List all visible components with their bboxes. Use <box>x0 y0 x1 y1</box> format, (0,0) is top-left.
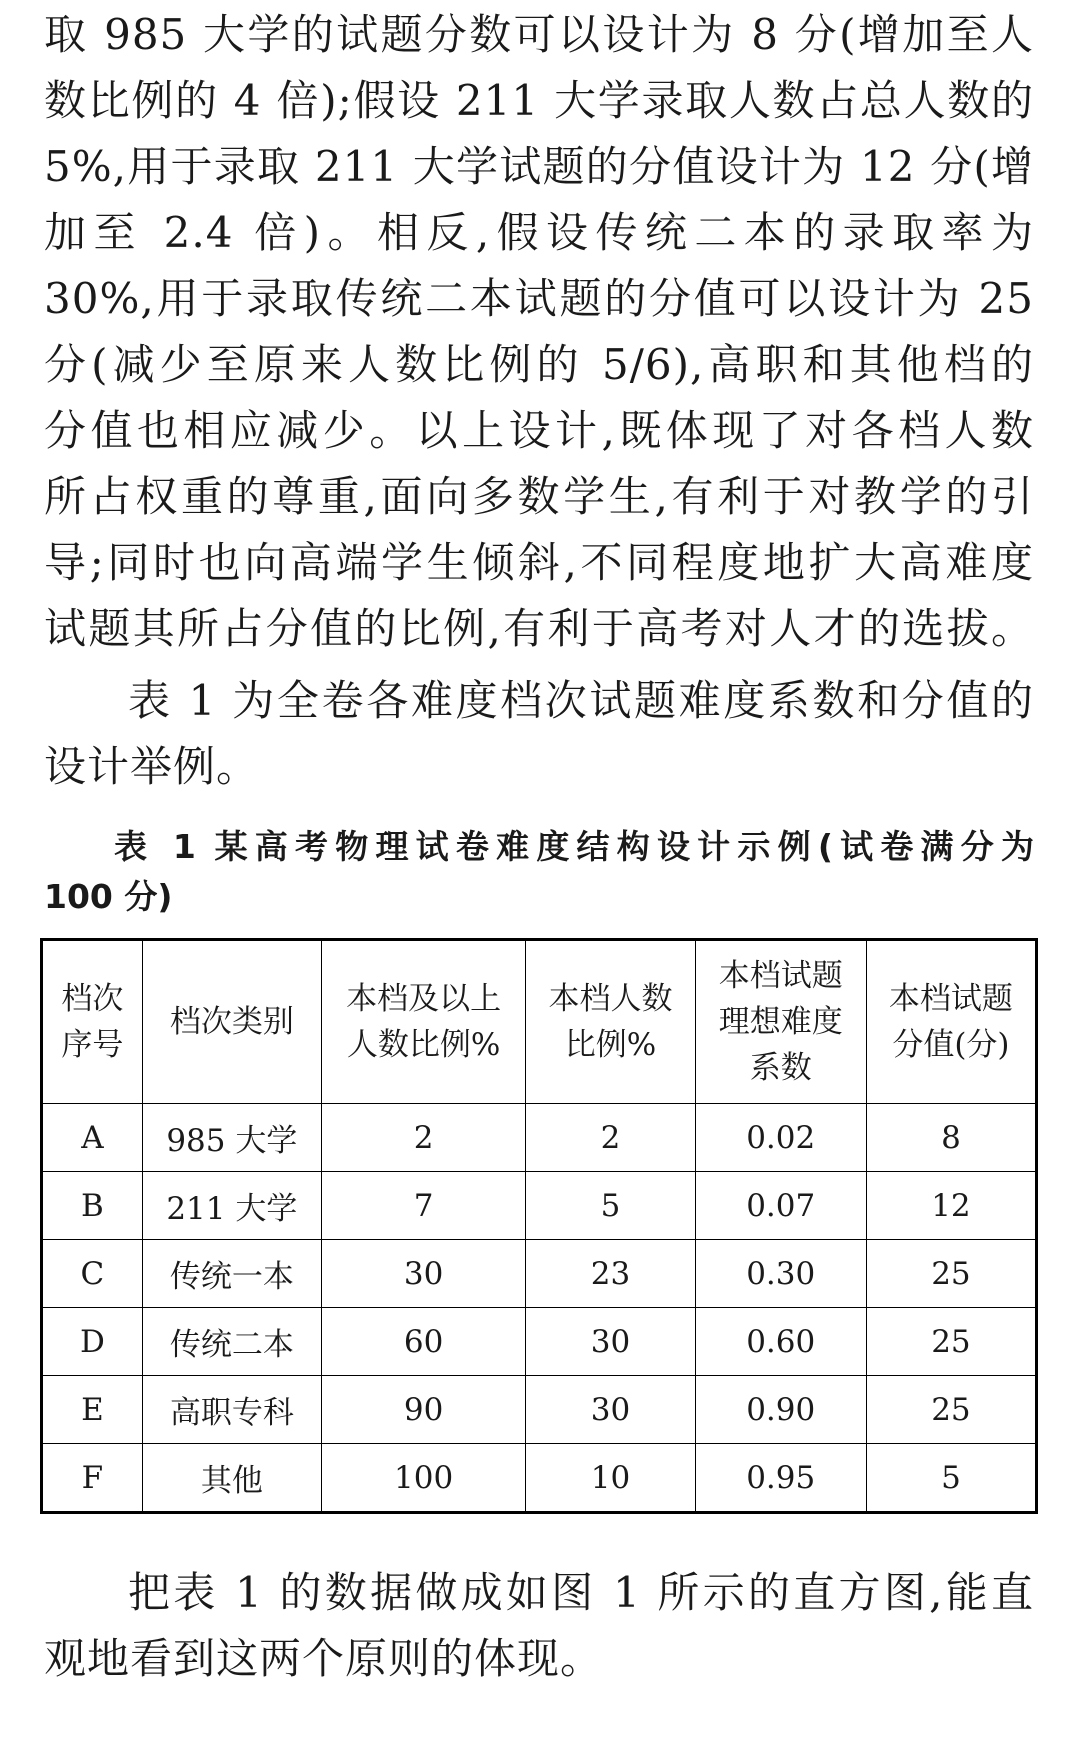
table-cell: 60 <box>321 1308 526 1376</box>
table-cell: 25 <box>866 1308 1036 1376</box>
header-tier-number: 档次 序号 <box>42 940 143 1104</box>
caption-line: 100 分) <box>44 877 173 916</box>
table-cell: 2 <box>321 1104 526 1172</box>
closing-paragraph <box>44 1560 1034 1692</box>
table-cell: A <box>42 1104 143 1172</box>
table-cell: D <box>42 1308 143 1376</box>
table-cell: 90 <box>321 1376 526 1444</box>
text-line: 试题其所占分值的比例,有利于高考对人才的选拔。 <box>44 604 1034 653</box>
table-cell: 25 <box>866 1240 1036 1308</box>
table-row <box>42 1172 1037 1240</box>
table-row <box>42 1444 1037 1513</box>
table-cell: B <box>42 1172 143 1240</box>
text-line: 表 1 为全卷各难度档次试题难度系数和分值的 <box>128 676 1034 725</box>
header-tier-ratio: 本档人数 比例% <box>526 940 695 1104</box>
text-line: 5%,用于录取 211 大学试题的分值设计为 12 分(增 <box>44 142 1034 191</box>
table-cell: 其他 <box>142 1444 321 1513</box>
table-row <box>42 1376 1037 1444</box>
text-line: 把表 1 的数据做成如图 1 所示的直方图,能直 <box>128 1568 1034 1617</box>
table-cell: 7 <box>321 1172 526 1240</box>
table-header-row <box>42 940 1037 1104</box>
table-cell: 2 <box>526 1104 695 1172</box>
table-cell: 传统一本 <box>142 1240 321 1308</box>
text-line: 加至 2.4 倍)。相反,假设传统二本的录取率为 <box>44 208 1034 257</box>
text-line: 30%,用于录取传统二本试题的分值可以设计为 25 <box>44 274 1034 323</box>
table-cell: 985 大学 <box>142 1104 321 1172</box>
table-cell: 5 <box>526 1172 695 1240</box>
table-cell: 0.95 <box>695 1444 866 1513</box>
table-cell: 0.60 <box>695 1308 866 1376</box>
header-ideal-difficulty: 本档试题 理想难度 系数 <box>695 940 866 1104</box>
text-line: 观地看到这两个原则的体现。 <box>44 1634 604 1683</box>
table-cell: 高职专科 <box>142 1376 321 1444</box>
table-cell: 25 <box>866 1376 1036 1444</box>
text-line: 分值也相应减少。以上设计,既体现了对各档人数 <box>44 406 1034 455</box>
table-cell: F <box>42 1444 143 1513</box>
text-line: 所占权重的尊重,面向多数学生,有利于对教学的引 <box>44 472 1034 521</box>
text-line: 导;同时也向高端学生倾斜,不同程度地扩大高难度 <box>44 538 1034 587</box>
header-tier-category: 档次类别 <box>142 940 321 1104</box>
intro-paragraph <box>44 2 1034 662</box>
table-cell: 30 <box>526 1376 695 1444</box>
table-row <box>42 1308 1037 1376</box>
table-cell: 8 <box>866 1104 1036 1172</box>
table-cell: 211 大学 <box>142 1172 321 1240</box>
table-cell: 23 <box>526 1240 695 1308</box>
difficulty-table <box>40 938 1038 1514</box>
table-cell: 传统二本 <box>142 1308 321 1376</box>
table-caption <box>44 822 1034 922</box>
text-line: 数比例的 4 倍);假设 211 大学录取人数占总人数的 <box>44 76 1034 125</box>
table-cell: 0.07 <box>695 1172 866 1240</box>
table-intro-paragraph <box>44 668 1034 800</box>
table-cell: 0.90 <box>695 1376 866 1444</box>
table-cell: 5 <box>866 1444 1036 1513</box>
table-cell: 30 <box>526 1308 695 1376</box>
caption-line: 表 1 某高考物理试卷难度结构设计示例(试卷满分为 <box>114 827 1034 866</box>
table-cell: 0.30 <box>695 1240 866 1308</box>
text-line: 分(减少至原来人数比例的 5/6),高职和其他档的 <box>44 340 1034 389</box>
table-cell: C <box>42 1240 143 1308</box>
table-cell: 0.02 <box>695 1104 866 1172</box>
table-row <box>42 1104 1037 1172</box>
table-cell: 100 <box>321 1444 526 1513</box>
table-cell: 12 <box>866 1172 1036 1240</box>
table-row <box>42 1240 1037 1308</box>
table-cell: E <box>42 1376 143 1444</box>
text-line: 取 985 大学的试题分数可以设计为 8 分(增加至人 <box>44 10 1034 59</box>
header-score-value: 本档试题 分值(分) <box>866 940 1036 1104</box>
table-cell: 30 <box>321 1240 526 1308</box>
text-line: 设计举例。 <box>44 742 260 791</box>
table-cell: 10 <box>526 1444 695 1513</box>
header-cumulative-ratio: 本档及以上 人数比例% <box>321 940 526 1104</box>
